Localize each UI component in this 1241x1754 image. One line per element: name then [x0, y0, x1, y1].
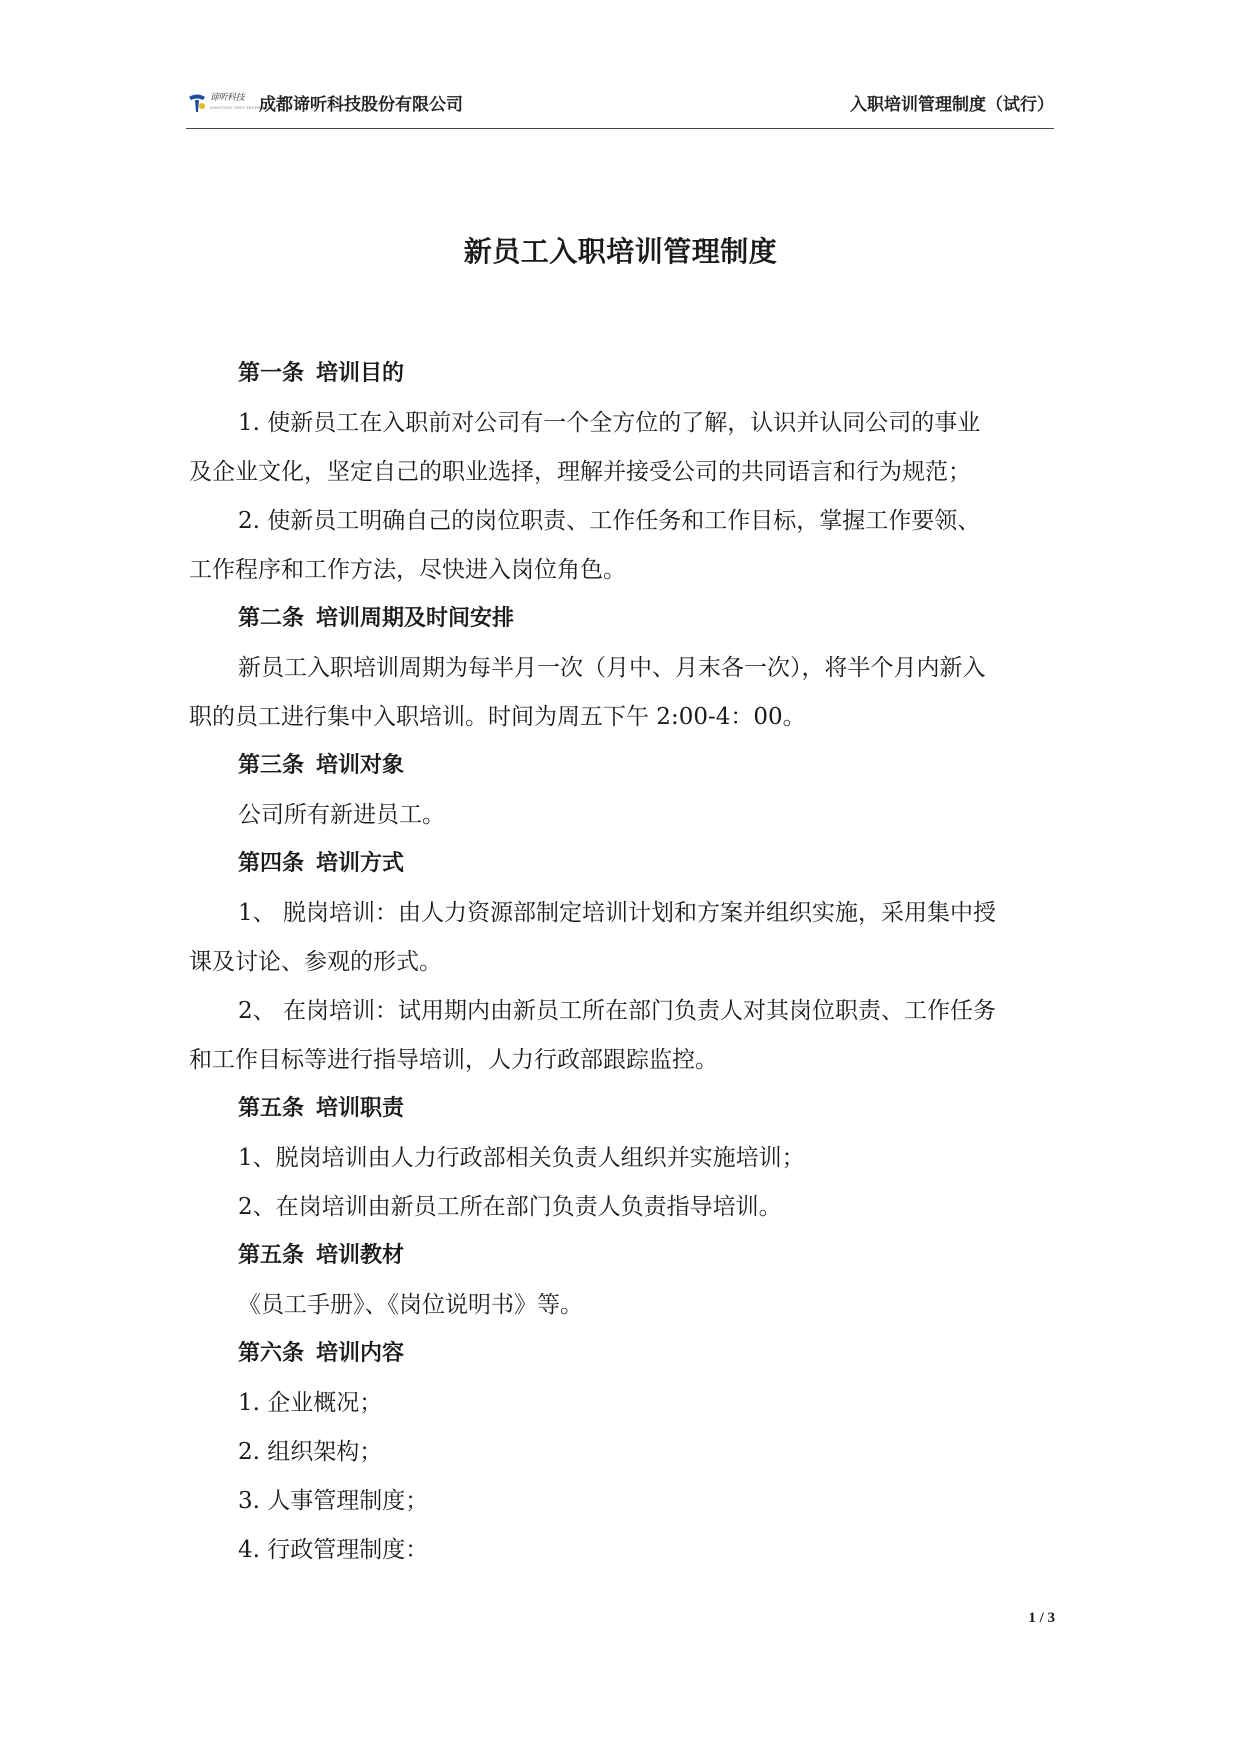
article-number: 第二条: [238, 606, 305, 631]
paragraph-line: 工作程序和工作方法，尽快进入岗位角色。: [189, 557, 626, 583]
article-number: 第六条: [238, 1341, 305, 1366]
article-number: 第五条: [238, 1096, 305, 1121]
document-label: 入职培训管理制度（试行）: [850, 95, 1054, 115]
paragraph-line: 及企业文化，坚定自己的职业选择，理解并接受公司的共同语言和行为规范；: [189, 459, 971, 485]
article-heading: [189, 1335, 1059, 1384]
paragraph-line: 新员工入职培训周期为每半月一次（月中、月末各一次），将半个月内新入: [238, 655, 986, 681]
company-name: 成都谛听科技股份有限公司: [259, 95, 463, 115]
paragraph-line: 和工作目标等进行指导培训，人力行政部跟踪监控。: [189, 1047, 718, 1073]
article-title: 培训方式: [316, 851, 405, 876]
article-heading: [189, 600, 1059, 649]
article-title: 培训教材: [316, 1243, 405, 1268]
article-title: 培训对象: [316, 753, 405, 778]
logo-subtext: DINGTING TING TECHNOLOGY: [210, 105, 277, 110]
article-title: 培训周期及时间安排: [316, 606, 515, 631]
article-number: 第三条: [238, 753, 305, 778]
page-number: 1 / 3: [1028, 1610, 1055, 1626]
article-heading: [189, 1090, 1059, 1139]
article-title: 培训目的: [316, 361, 405, 386]
article-title: 培训职责: [316, 1096, 405, 1121]
article-heading: [189, 355, 1059, 404]
paragraph-line: 《员工手册》、《岗位说明书》等。: [238, 1292, 583, 1318]
page-header: [186, 86, 1054, 129]
paragraph-line: 职的员工进行集中入职培训。时间为周五下午 2:00-4：00。: [189, 704, 806, 730]
paragraph-line: 2. 组织架构；: [238, 1439, 383, 1465]
paragraph-line: 1、 脱岗培训：由人力资源部制定培训计划和方案并组织实施，采用集中授: [238, 900, 996, 926]
paragraph-line: 公司所有新进员工。: [238, 802, 445, 828]
paragraph-line: 4. 行政管理制度：: [238, 1537, 429, 1563]
logo-mark-icon: [186, 92, 208, 114]
document-title: 新员工入职培训管理制度: [463, 235, 778, 268]
paragraph-line: 1. 使新员工在入职前对公司有一个全方位的了解，认识并认同公司的事业: [238, 410, 981, 436]
article-heading: [189, 1237, 1059, 1286]
article-heading: [189, 845, 1059, 894]
paragraph-line: 2、在岗培训由新员工所在部门负责人负责指导培训。: [238, 1194, 782, 1220]
logo-text: 谛听科技 DINGTING TING TECHNOLOGY: [210, 93, 277, 113]
paragraph-line: 3. 人事管理制度；: [238, 1488, 429, 1514]
article-title: 培训内容: [316, 1341, 405, 1366]
document-body: [189, 355, 1059, 1580]
paragraph-line: 1、脱岗培训由人力行政部相关负责人组织并实施培训；: [238, 1145, 805, 1171]
article-number: 第四条: [238, 851, 305, 876]
article-number: 第五条: [238, 1243, 305, 1268]
paragraph-line: 1. 企业概况；: [238, 1390, 383, 1416]
article-heading: [189, 747, 1059, 796]
paragraph-line: 课及讨论、参观的形式。: [189, 949, 442, 975]
paragraph-line: 2. 使新员工明确自己的岗位职责、工作任务和工作目标，掌握工作要领、: [238, 508, 981, 534]
article-number: 第一条: [238, 361, 305, 386]
paragraph-line: 2、 在岗培训：试用期内由新员工所在部门负责人对其岗位职责、工作任务: [238, 998, 996, 1024]
